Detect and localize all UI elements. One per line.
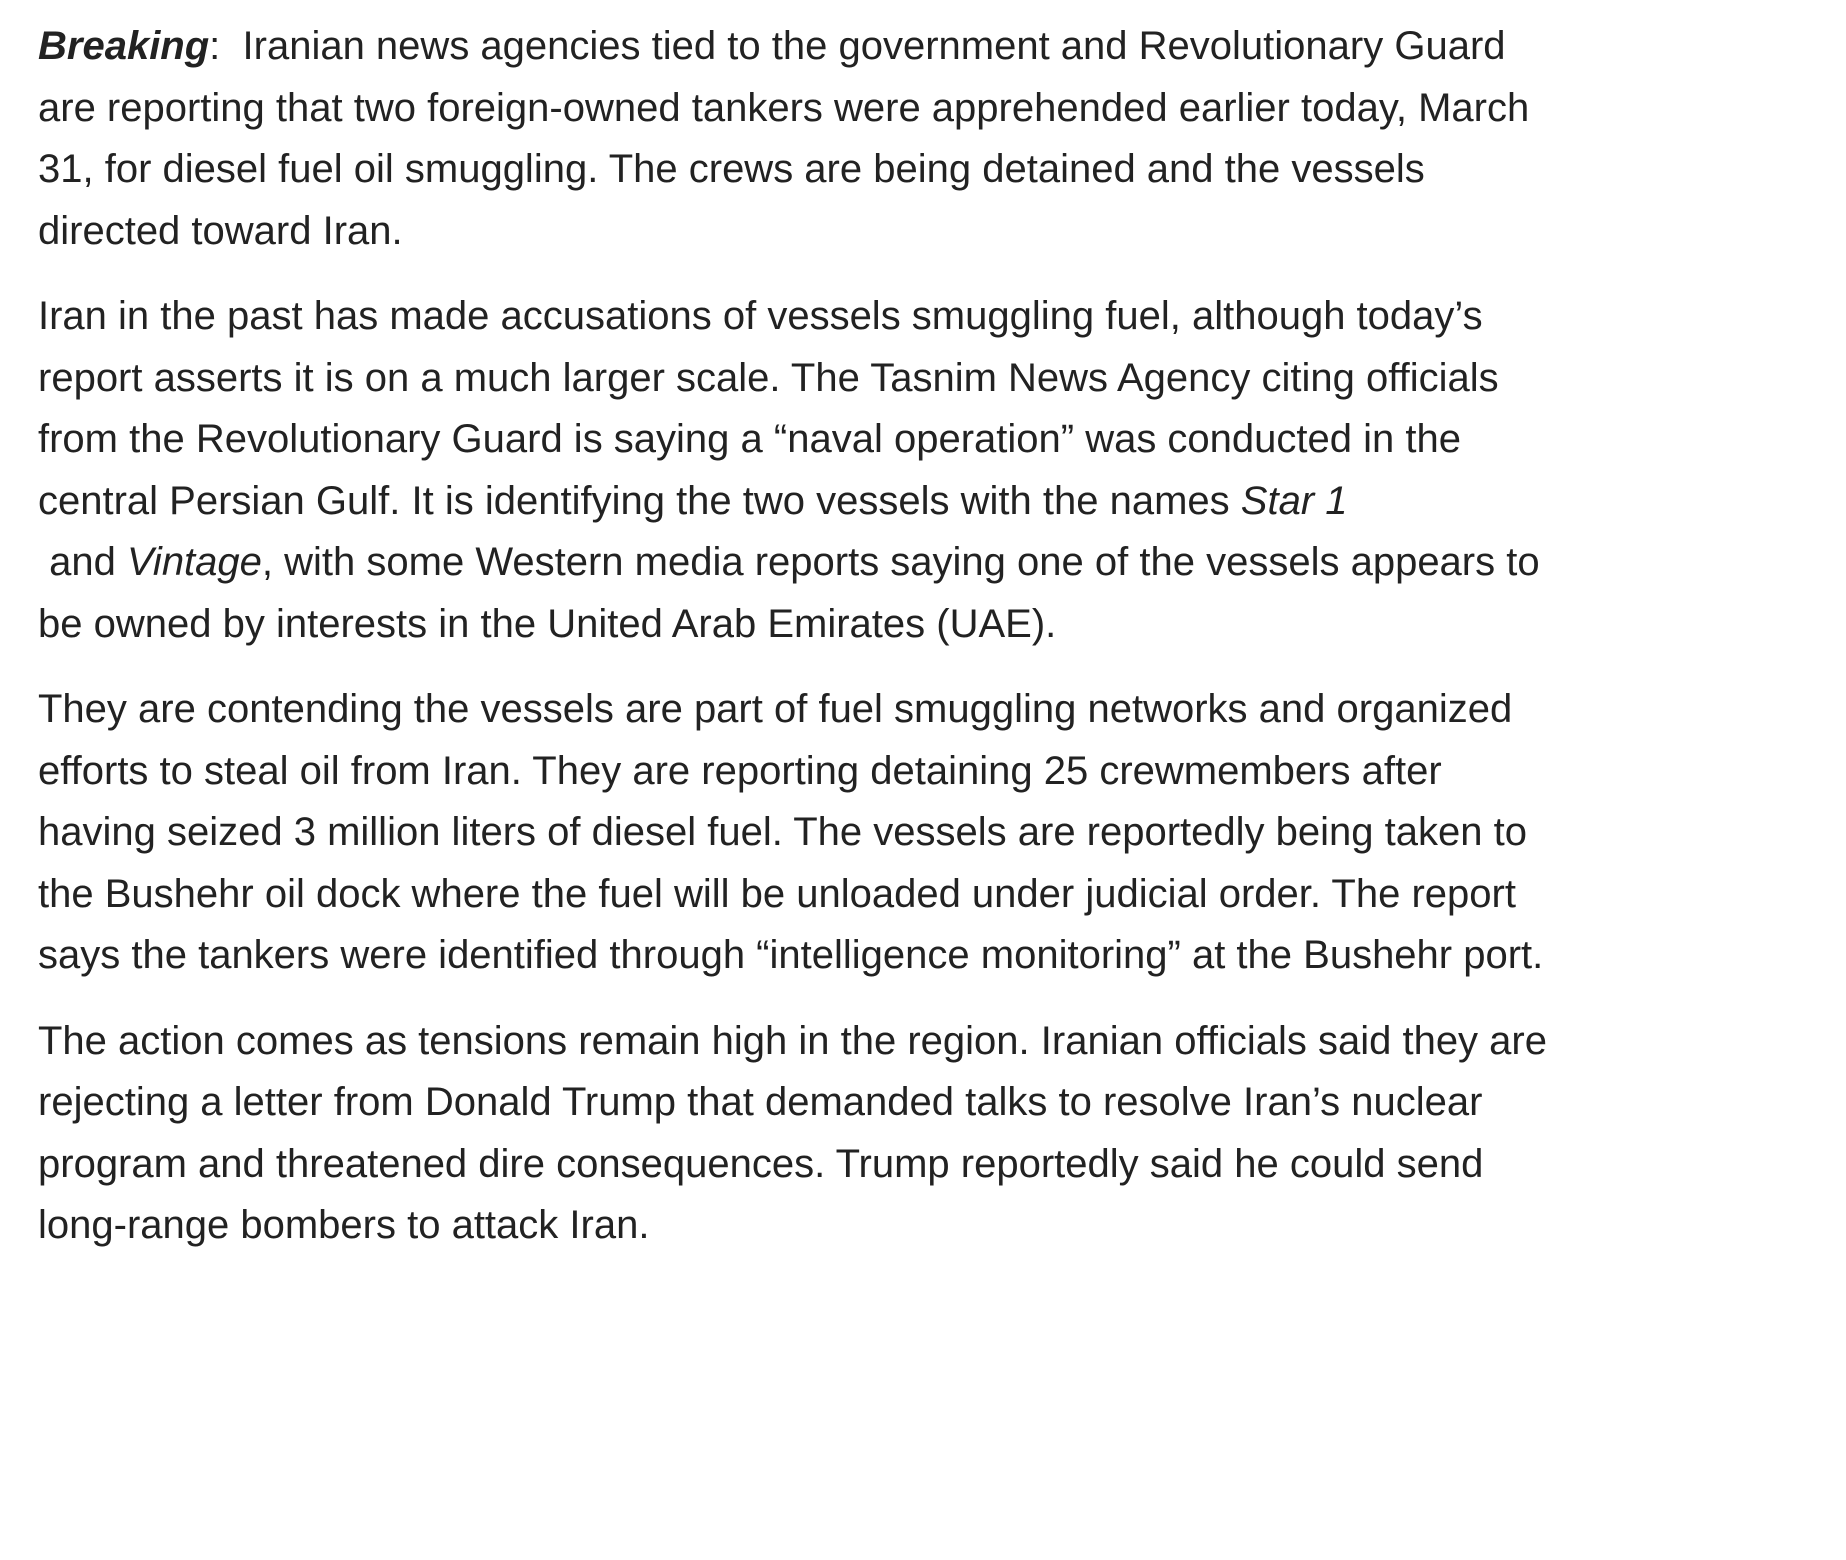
paragraph-background (38, 286, 1548, 655)
vessel-name-vintage: Vintage (126, 540, 262, 584)
paragraph-context (38, 1011, 1548, 1257)
breaking-label: Breaking (38, 24, 210, 68)
vessel-name-star1: Star 1 (1240, 478, 1348, 523)
paragraph-text: and (38, 540, 127, 584)
paragraph-text: Iranian news agencies tied to the government and Revolutionary Guard are reporting that two foreign-owned tankers were apprehended earlier today, March 31, for diesel fuel oil smuggling. The crews are being detained and the vessels directed toward Iran. (38, 24, 1530, 253)
breaking-separator: : (209, 24, 243, 68)
paragraph-details (38, 679, 1548, 987)
paragraph-text: Iran in the past has made accusations of vessels smuggling fuel, although today’s report asserts it is on a much larger scale. The Tasnim News Agency citing officials from the Revolutionary Guard is saying a “naval operation” was conducted in the central Persian Gulf. It is identifying the two vessels with the names (38, 294, 1499, 523)
paragraph-text: The action comes as tensions remain high in the region. Iranian officials said they are rejecting a letter from Donald Trump that demanded talks to resolve Iran’s nuclear program and threatened dire consequences. Trump reportedly said he could send long-range bombers to attack Iran. (38, 1018, 1547, 1247)
paragraph-text: They are contending the vessels are part of fuel smuggling networks and organized efforts to steal oil from Iran. They are reporting detaining 25 crewmembers after having seized 3 million liters of diesel fuel. The vessels are reportedly being taken to the Bushehr oil dock where the fuel will be unloaded under judicial order. The report says the tankers were identified through “intelligence monitoring” at the Bushehr port. (38, 687, 1544, 977)
article-body (38, 16, 1548, 1281)
paragraph-breaking (38, 16, 1548, 262)
paragraph-text: , with some Western media reports saying one of the vessels appears to be owned by interests in the United Arab Emirates (UAE). (38, 540, 1540, 646)
